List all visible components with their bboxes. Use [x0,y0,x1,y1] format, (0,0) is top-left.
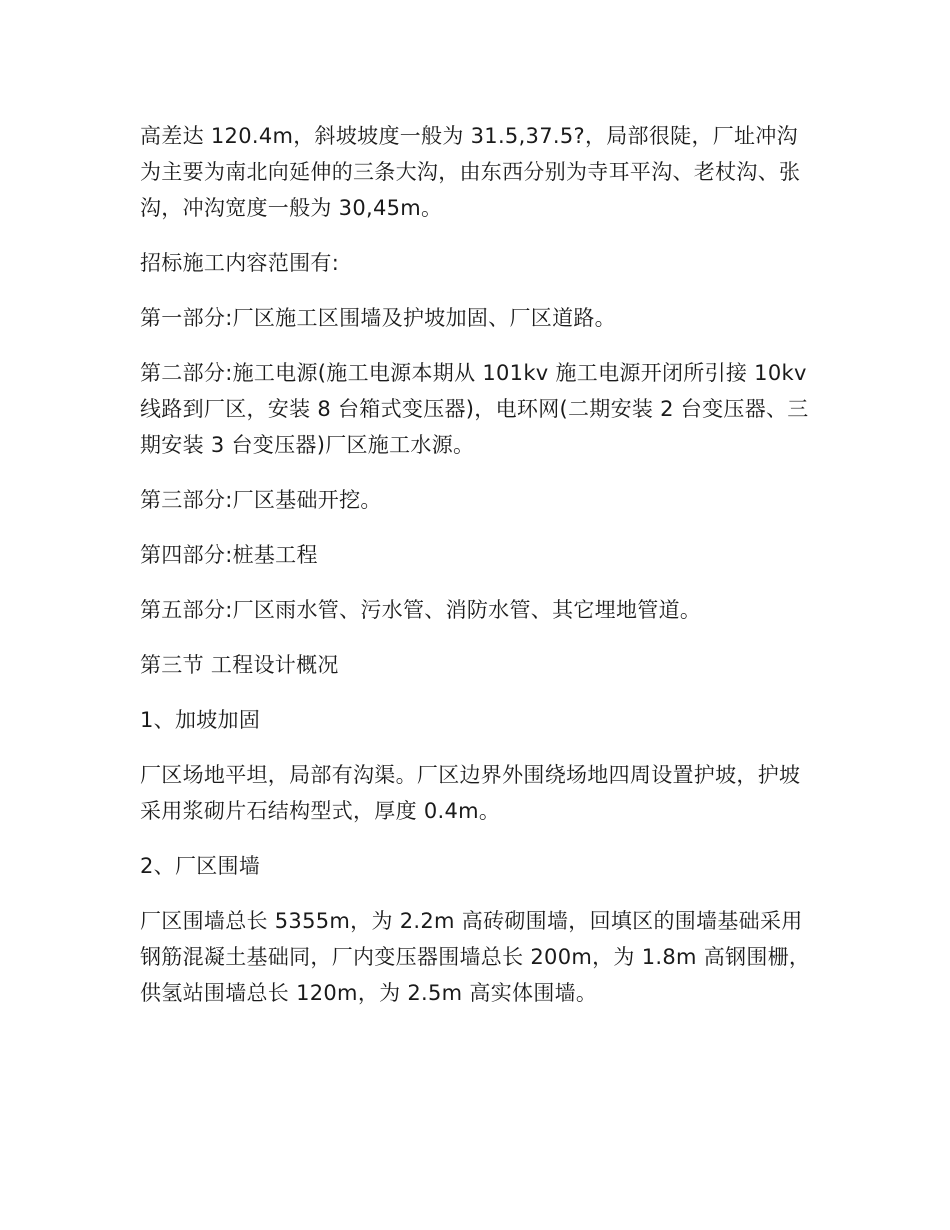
paragraph-part-five: 第五部分:厂区雨水管、污水管、消防水管、其它埋地管道。 [140,598,702,622]
paragraph-part-one: 第一部分:厂区施工区围墙及护坡加固、厂区道路。 [140,306,616,330]
subheading-wall: 2、厂区围墙 [140,854,261,878]
document-body [140,118,818,1030]
paragraph-part-three: 第三部分:厂区基础开挖。 [140,488,382,512]
paragraph-part-two: 第二部分:施工电源(施工电源本期从 101kv 施工电源开闭所引接 10kv 线路到厂区，安装 8 台箱式变压器)，电环网(二期安装 2 台变压器、三期安装 3 台变压器)厂区施工水源。 [140,361,809,457]
paragraph-part-four: 第四部分:桩基工程 [140,543,318,567]
paragraph-slope: 厂区场地平坦，局部有沟渠。厂区边界外围绕场地四周设置护坡，护坡采用浆砌片石结构型式，厚度 0.4m。 [140,763,801,823]
paragraph-wall: 厂区围墙总长 5355m，为 2.2m 高砖砌围墙，回填区的围墙基础采用钢筋混凝土基础同，厂内变压器围墙总长 200m，为 1.8m 高钢围栅，供氢站围墙总长 120m，为 2.5m 高实体围墙。 [140,909,811,1005]
paragraph-terrain: 高差达 120.4m，斜坡坡度一般为 31.5,37.5?，局部很陡，厂址冲沟为主要为南北向延伸的三条大沟，由东西分别为寺耳平沟、老杖沟、张沟，冲沟宽度一般为 30,45m。 [140,124,801,220]
paragraph-scope-intro: 招标施工内容范围有: [140,251,340,275]
subheading-slope: 1、加坡加固 [140,708,261,732]
section-heading: 第三节 工程设计概况 [140,653,339,677]
